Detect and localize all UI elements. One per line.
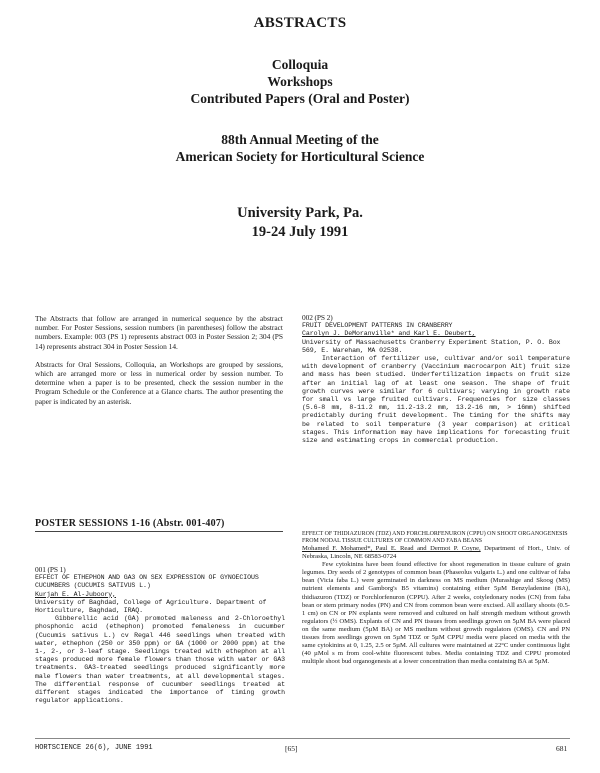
- footer-folio: [65]: [285, 744, 298, 753]
- meeting-line-2: American Society for Horticultural Science: [175, 149, 425, 164]
- header-contributed-papers: Contributed Papers (Oral and Poster): [190, 91, 410, 106]
- abstract-body: Few cytokinins have been found effective for shoot regeneration in tissue culture of grain legumes. Dry seeds of 2 genotypes of common bean (Phaseolus vulgaris L.) and one cultivar of faba bean (Vicia faba L.) were germinated in darkness on MS medium (Murashige and Skoog (MS) nutrient elements and Gamborg's B5 vitamins) containing either 5µM Benzyladenine (BA), thidiazuron (TDZ) or Forchlorfenuron (CPPU). After 2 weeks, cotyledonary nodes (CN) from faba bean or stem primary nodes (PN) and CN from common bean were excised. All axillary shoots (0.5-1 cm) on CN or PN explants were removed and cultured on half strength medium without growth regulators (½ OMS). Explants of CN and PN tissues from seedlings grown on 5µM BA were placed on the same medium (5µM BA) or MS medium without growth regulators (OMS). CN and PN tissues from seedlings grown on 5µM TDZ or 5µM CPPU media were placed on media with the same cytokinins at 0, 1.25, 2.5 or 5µM. All cultures were maintained at 22°C under continuous light (40 µMol s m from cool-white fluorescent tubes. Media containing TDZ and CPPU promoted multiple shoot bud organogenesis at a lower concentration than media containing BA at 5µM.: [302, 561, 570, 666]
- abstract-affiliation: Department of Hort., Univ. of Nebraska, Lincoln, NE 68583-0724: [302, 545, 570, 561]
- poster-sessions-heading: POSTER SESSIONS 1-16 (Abstr. 001-407): [35, 518, 225, 529]
- footer-page-number: 681: [556, 744, 568, 753]
- intro-paragraph-1: The Abstracts that follow are arranged in numerical sequence by the abstract number. For Poster Sessions, session numbers (in parentheses) follow the abstract numbers. Example: 003 (PS 1) represents abstract 003 in Poster Session 2; 304 (PS 14) represents abstract 304 in Poster Session 14.: [35, 314, 283, 351]
- intro-paragraph-2: Abstracts for Oral Sessions, Colloquia, an Workshops are grouped by sessions, which are arranged more or less in numerical order by session number. To determine when a paper is to be presented, check the session number in the Program Schedule or the Conference at a Glance charts. The author presenting the paper is indicated by an asterisk.: [35, 359, 283, 406]
- abstract-authors: Carolyn J. DeMoranville* and Karl E. Deubert,: [302, 330, 476, 338]
- header-workshops: Workshops: [267, 74, 333, 89]
- abstract-affiliation: University of Baghdad, College of Agriculture. Department of Horticulture, Baghdad, IRAQ.: [35, 598, 267, 615]
- abstract-002: [302, 314, 570, 445]
- abstract-affiliation: University of Massachusetts Cranberry Experiment Station, P. O. Box 569, E. Wareham, MA 02538.: [302, 338, 561, 354]
- meeting-line-1: 88th Annual Meeting of the: [221, 132, 379, 147]
- abstract-id: 001 (PS 1): [35, 565, 66, 574]
- abstract-001: [35, 566, 285, 705]
- abstract-id: 002 (PS 2): [302, 313, 333, 322]
- footer-journal: HORTSCIENCE 26(6), JUNE 1991: [35, 744, 153, 752]
- section-rule-left: [35, 531, 283, 532]
- header-colloquia: Colloquia: [271, 57, 329, 72]
- abstracts-heading: ABSTRACTS: [253, 15, 347, 31]
- intro-text: [35, 314, 283, 406]
- footer-rule: [35, 738, 570, 739]
- abstract-authors: Kurjah E. Al-Juboory,: [35, 590, 116, 598]
- abstract-003: [302, 531, 570, 666]
- abstract-title: EFFECT OF THIDIAZURON (TDZ) AND FORCHLORFENURON (CPPU) ON SHOOT ORGANOGENESIS FROM NODAL TISSUE CULTURES OF COMMON AND FABA BEANS: [302, 531, 568, 544]
- meeting-dates: 19-24 July 1991: [251, 224, 349, 240]
- abstract-body: Gibberellic acid (GA) promoted maleness and 2-Chloroethyl phosphonic acid (ethephon) promoted femaleness in cucumber (Cucumis sativus L.) cv Regal 446 seedlings when treated with water, ethephon (250 or 350 ppm) or GA (1000 or 2000 ppm) at the 1-, 2-, or 3-leaf stage. Seedlings treated with ethephon at all stages produced more female flowers than those with water or GA3 treatments. GA3-treated seedlings produced significantly more male flowers than water treatments, at all developmental stages. The differential response of cucumber seedlings treated at different stages indicated the importance of timing growth regulator applications.: [35, 615, 285, 705]
- abstract-title: FRUIT DEVELOPMENT PATTERNS IN CRANBERRY: [302, 322, 453, 330]
- abstract-body: Interaction of fertilizer use, cultivar and/or soil temperature with development of cranberry (Vaccinium macrocarpon Ait) fruit size and mass has been studied. Underfertilization impacts on fruit size after an initial lag of at least one season. The shape of fruit growth curves were similar for 6 cultivars; varying in growth rate for small vs large fruited cultivars. Frequencies for size classes (5.6-8 mm, 8-11.2 mm, 11.2-13.2 mm, 13.2-16 mm, > 16mm) shifted predictably during fruit development. The timing for the shifts may be related to soil temperature (3 year comparison) at critical stages. This information may have implications for forecasting fruit size and estimating crops in commercial production.: [302, 355, 570, 445]
- meeting-place: University Park, Pa.: [237, 205, 363, 221]
- abstract-authors: Mohamed F. Mohamed*, Paul E. Read and Dermot P. Coyne,: [302, 545, 481, 552]
- abstract-title: EFFECT OF ETHEPHON AND GA3 ON SEX EXPRESSION OF GYNOECIOUS CUCUMBERS (CUCUMIS SATIVUS L.): [35, 574, 259, 590]
